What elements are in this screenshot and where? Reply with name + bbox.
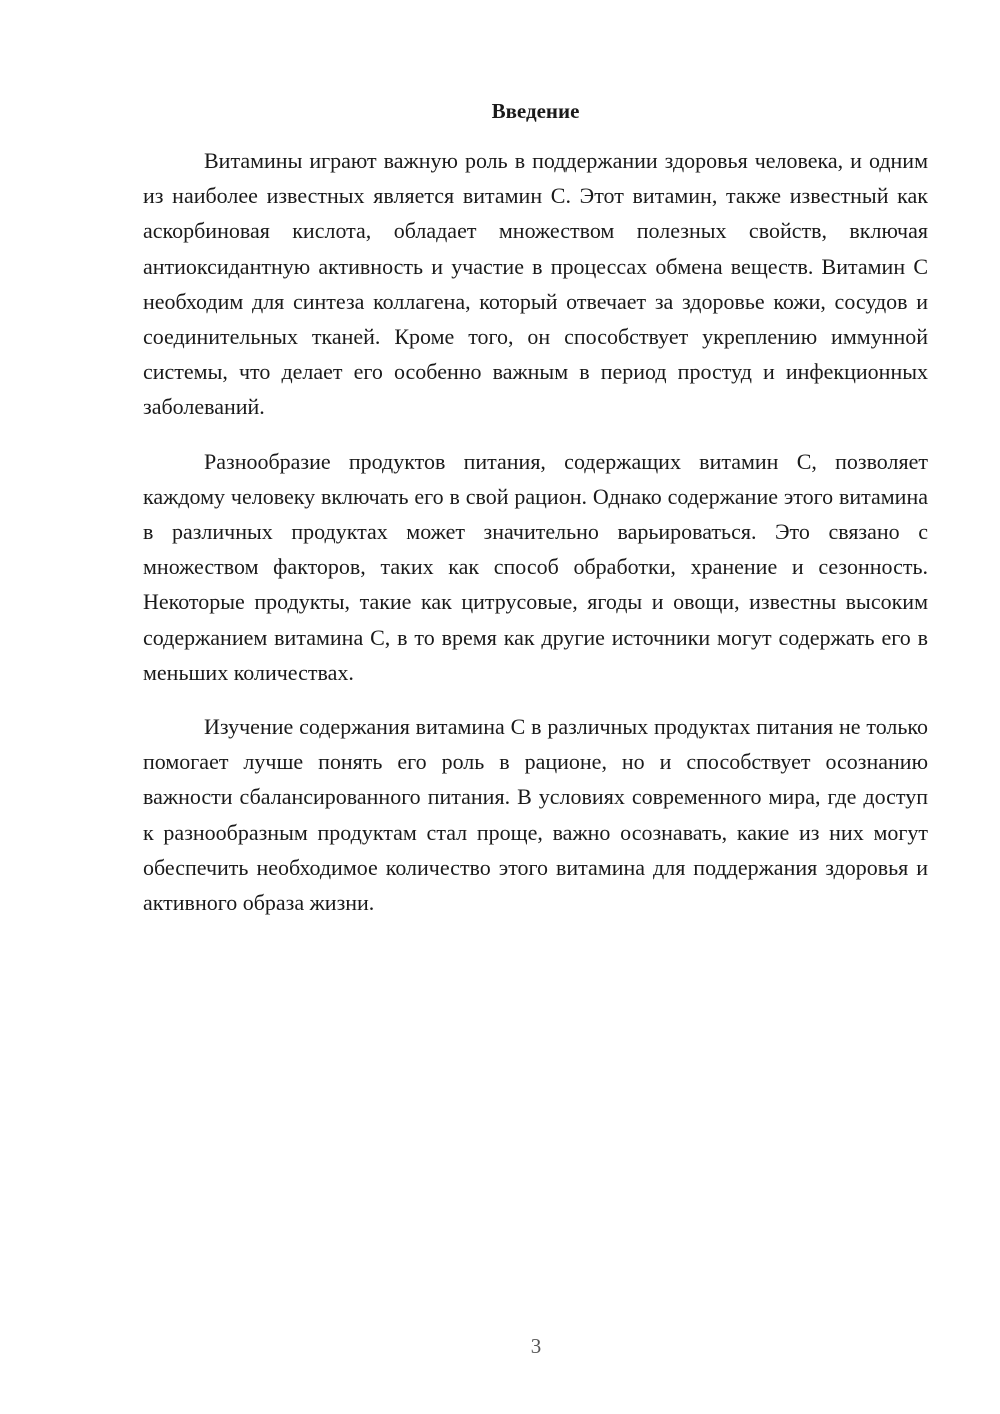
paragraph-1: Витамины играют важную роль в поддержании здоровья человека, и одним из наиболее известных является витамин С. Этот витамин, также известный как аскорбиновая кислота, обладает множеством полезных свойств, включая антиоксидантную активность и участие в процессах обмена веществ. Витамин С необходим для синтеза коллагена, который отвечает за здоровье кожи, сосудов и соединительных тканей. Кроме того, он способствует укреплению иммунной системы, что делает его особенно важным в период простуд и инфекционных заболеваний. bbox=[143, 148, 928, 420]
section-heading: Введение bbox=[491, 99, 580, 123]
page-number: 3 bbox=[530, 1334, 542, 1358]
paragraph-3: Изучение содержания витамина С в различных продуктах питания не только помогает лучше понять его роль в рационе, но и способствует осознанию важности сбалансированного питания. В условиях современного мира, где доступ к разнообразным продуктам стал проще, важно осознавать, какие из них могут обеспечить необходимое количество этого витамина для поддержания здоровья и активного образа жизни. bbox=[143, 714, 928, 916]
paragraph-2: Разнообразие продуктов питания, содержащих витамин С, позволяет каждому человеку включать его в свой рацион. Однако содержание этого витамина в различных продуктах может значительно варьироваться. Это связано с множеством факторов, таких как способ обработки, хранение и сезонность. Некоторые продукты, такие как цитрусовые, ягоды и овощи, известны высоким содержанием витамина С, в то время как другие источники могут содержать его в меньших количествах. bbox=[143, 448, 928, 685]
body-text bbox=[143, 143, 928, 939]
